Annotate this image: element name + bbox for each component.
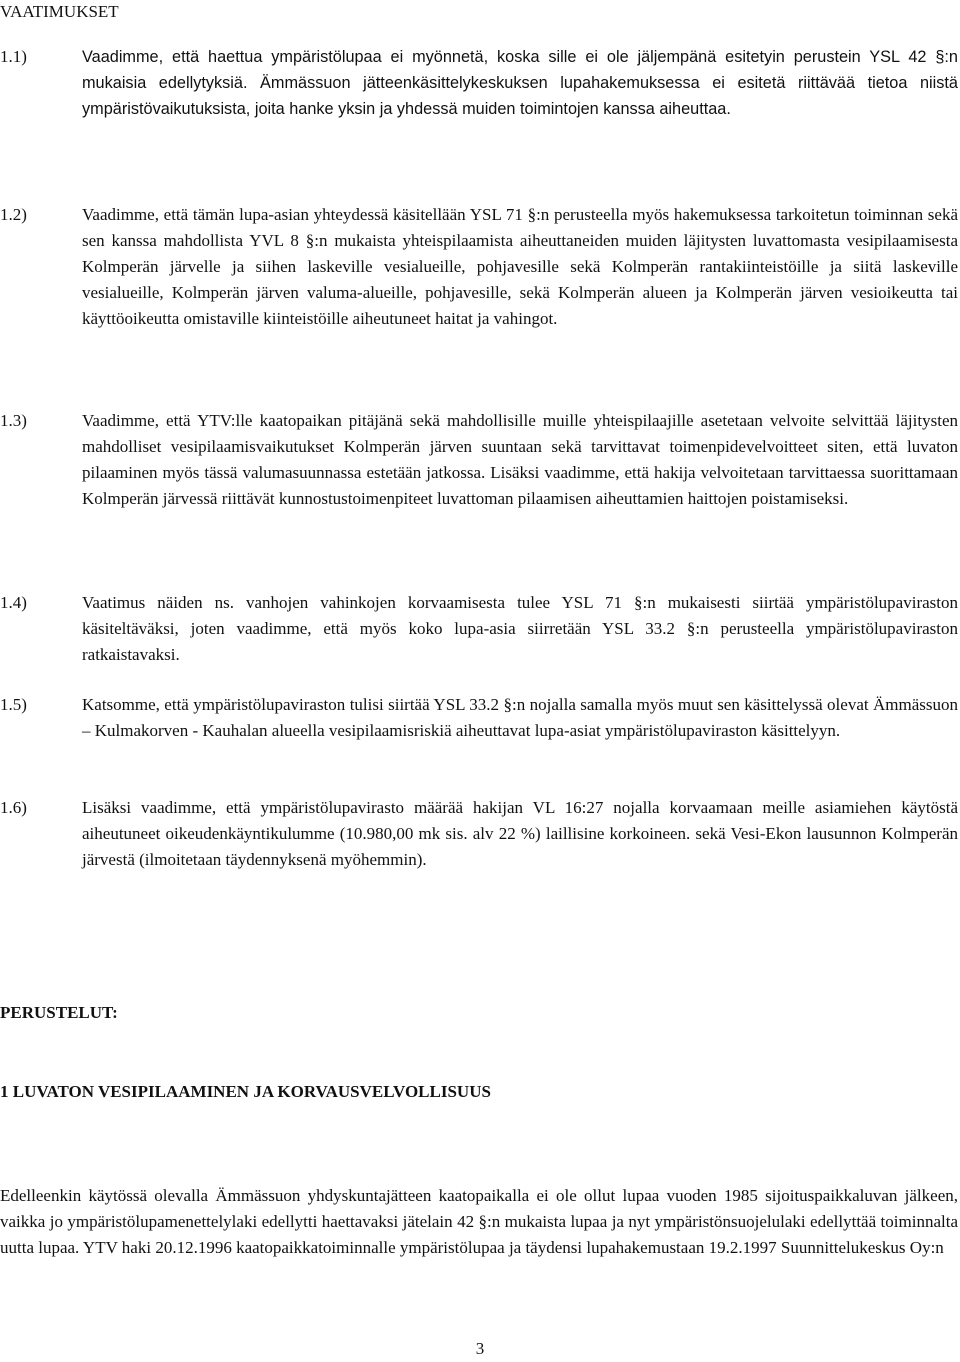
demand-text: Vaadimme, että YTV:lle kaatopaikan pitäjänä sekä mahdollisille muille yhteispilaajille asetetaan velvoite selvittää läjitysten mahdolliset vesipilaamisvaikutukset Kolmperän järven suuntaan sekä tarvittavat toimenpidevelvoitteet siten, että luvaton pilaaminen myös tässä valumasuunnassa estetään jatkossa. Lisäksi vaadimme, että hakija velvoitetaan tarvittaessa suorittamaan Kolmperän järvessä riittävät kunnostustoimenpiteet luvattoman pilaamisen aiheuttamien haittojen poistamiseksi. (82, 411, 958, 508)
demand-number: 1.5) (0, 695, 27, 714)
section-title: VAATIMUKSET (0, 2, 119, 21)
demand-number: 1.2) (0, 205, 27, 224)
demand-text: Vaatimus näiden ns. vanhojen vahinkojen korvaamisesta tulee YSL 71 §:n mukaisesti siirtää ympäristölupaviraston käsiteltäväksi, joten vaadimme, että myös koko lupa-asia siirretään YSL 33.2 §:n perusteella ympäristölupaviraston ratkaistavaksi. (82, 593, 958, 664)
demand-number: 1.4) (0, 593, 27, 612)
demand-number: 1.6) (0, 798, 27, 817)
demand-number: 1.1) (0, 47, 27, 66)
demand-text: Vaadimme, että haettua ympäristölupaa ei myönnetä, koska sille ei ole jäljempänä esitetyin perustein YSL 42 §:n mukaisia edellytyksiä. Ämmässuon jätteenkäsittelykeskuksen lupahakemuksessa ei esitetä riittävää tietoa niistä ympäristövaikutuksista, joita hanke yksin ja yhdessä muiden toimintojen kanssa aiheuttaa. (82, 48, 958, 118)
body-paragraph: Edelleenkin käytössä olevalla Ämmässuon yhdyskuntajätteen kaatopaikalla ei ole ollut lupaa vuoden 1985 sijoituspaikkaluvan jälkeen, vaikka jo ympäristölupamenettelylaki edellytti haettavaksi jätelain 42 §:n mukaista lupaa ja nyt ympäristönsuojelulaki edellyttää toiminnalta uutta lupaa. YTV haki 20.12.1996 kaatopaikkatoiminnalle ympäristölupaa ja täydensi lupahakemustaan 19.2.1997 Suunnittelukeskus Oy:n (0, 1186, 958, 1257)
demand-text: Vaadimme, että tämän lupa-asian yhteydessä käsitellään YSL 71 §:n perusteella myös hakemuksessa tarkoitetun toiminnan sekä sen kanssa mahdollista YVL 8 §:n mukaista yhteispilaamista aiheuttaneiden muiden läjitysten luvattomasta vesipilaamisesta Kolmperän järvelle ja siihen laskeville vesialueille, pohjavesille sekä Kolmperän rantakiinteistöille ja siitä laskeville vesialueille, Kolmperän järven valuma-alueille, pohjavesille, sekä Kolmperän alueen ja Kolmperän järven vesioikeutta tai käyttöoikeutta omistaville kiinteistöille aiheutuneet haitat ja vahingot. (82, 205, 958, 328)
grounds-heading: PERUSTELUT: (0, 1003, 118, 1022)
demand-text: Katsomme, että ympäristölupaviraston tulisi siirtää YSL 33.2 §:n nojalla samalla myös muut sen käsittelyssä olevat Ämmässuon – Kulmakorven - Kauhalan alueella vesipilaamisriskiä aiheuttavat lupa-asiat ympäristölupaviraston käsittelyyn. (82, 695, 958, 740)
demand-text: Lisäksi vaadimme, että ympäristölupavirasto määrää hakijan VL 16:27 nojalla korvaamaan meille asiamiehen käytöstä aiheutuneet oikeudenkäyntikulumme (10.980,00 mk sis. alv 22 %) laillisine korkoineen. sekä Vesi-Ekon lausunnon Kolmperän järvestä (ilmoitetaan täydennyksenä myöhemmin). (82, 798, 958, 869)
demand-number: 1.3) (0, 411, 27, 430)
subsection-heading: 1 LUVATON VESIPILAAMINEN JA KORVAUSVELVOLLISUUS (0, 1082, 491, 1101)
page-number: 3 (475, 1339, 485, 1358)
